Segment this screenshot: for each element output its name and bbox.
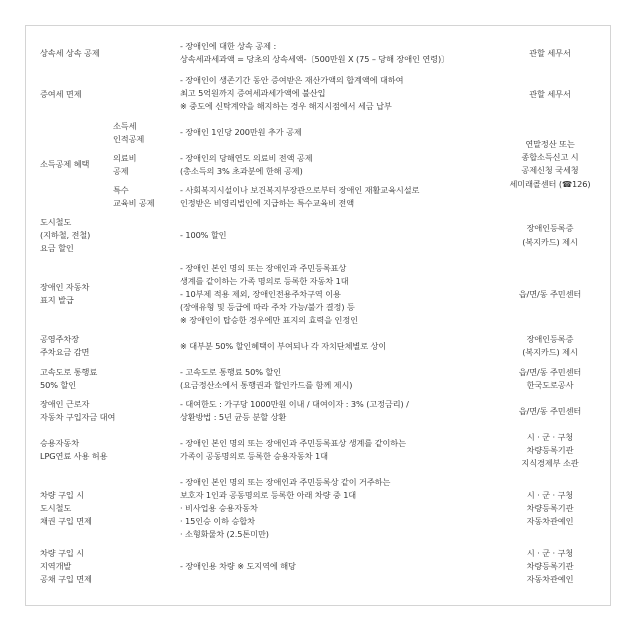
- category-cell: 주차요금 감면: [40, 347, 90, 357]
- description-line: - 사회복지시설이나 보건복지부장관으로부터 장애인 재활교육시설로: [180, 185, 420, 195]
- agency-cell: 한국도로공사: [526, 380, 574, 390]
- agency-cell: 자동차관예인: [526, 516, 574, 526]
- agency-cell: 지식경제부 소관: [521, 458, 579, 468]
- category-cell: 차량 구입 시: [40, 548, 85, 558]
- description-line: 보호자 1인과 공동명의로 등록한 아래 차량 중 1대: [180, 490, 357, 500]
- description-line: - 장애인 본인 명의 또는 장애인과 주민등록상 같이 거주하는: [180, 477, 391, 487]
- description-line: (요금정산소에서 통행권과 할인카드를 함께 제시): [180, 380, 353, 390]
- description-line: - 10부제 적용 제외, 장애인전용주차구역 이용: [180, 289, 341, 299]
- category-cell: 자동차 구입자금 대여: [40, 412, 116, 422]
- description-line: 인정받은 비영리법인에 지급하는 특수교육비 전액: [180, 198, 355, 208]
- subcategory-label: 인적공제: [113, 134, 145, 144]
- category-cell: 승용자동차: [40, 438, 80, 448]
- category-cell: 고속도로 통행료: [40, 367, 98, 377]
- agency-cell: 차량등록기관: [526, 503, 574, 513]
- agency-cell: (복지카드) 제시: [522, 237, 578, 247]
- category-cell: 채권 구입 면제: [40, 516, 92, 526]
- category-cell: 요금 할인: [40, 243, 74, 253]
- description-line: · 비사업용 승용자동차: [180, 503, 258, 513]
- category-cell: 장애인 근로자: [40, 399, 90, 409]
- description-line: · 15인승 이하 승합차: [180, 516, 255, 526]
- agency-cell: 자동차관예인: [526, 574, 574, 584]
- agency-cell: 관할 세무서: [529, 89, 571, 99]
- description-line: 상환방법 : 5년 균등 분할 상환: [180, 412, 287, 422]
- description-line: - 장애인의 당해연도 의료비 전액 공제: [180, 153, 313, 163]
- agency-cell: (복지카드) 제시: [522, 347, 578, 357]
- description-line: ※ 중도에 신탁계약을 해지하는 경우 해지시점에서 세금 납부: [180, 101, 392, 111]
- subcategory-label: 의료비: [113, 153, 137, 163]
- description-line: - 100% 할인: [180, 230, 227, 240]
- description-line: - 장애인 1인당 200만원 추가 공제: [180, 127, 302, 137]
- subcategory-label: 교육비 공제: [113, 198, 155, 208]
- subcategory-label: 공제: [113, 166, 129, 176]
- description-line: 생계를 같이하는 가족 명의로 등록한 자동차 1대: [180, 276, 349, 286]
- category-cell: 증여세 면제: [40, 89, 82, 99]
- category-cell: 차량 구입 시: [40, 490, 85, 500]
- category-cell: 상속세 상속 공제: [40, 48, 100, 58]
- agency-cell: 세미래콜센터 (☎126): [509, 179, 591, 189]
- description-line: 가족이 공동명의로 등록한 승용자동차 1대: [180, 451, 328, 461]
- description-line: - 장애인 본인 명의 또는 장애인과 주민등록표상: [180, 263, 347, 273]
- agency-cell: 공제신청 국세청: [521, 165, 579, 175]
- agency-cell: 시 · 군 · 구청: [526, 432, 574, 442]
- description-line: - 장애인이 생존기간 동안 증여받은 재산가액의 합계액에 대하여: [180, 75, 404, 85]
- subcategory-label: 특수: [113, 185, 129, 195]
- agency-cell: 읍/면/동 주민센터: [518, 406, 582, 416]
- category-cell: 공영주차장: [40, 334, 80, 344]
- description-line: - 대여한도 : 가구당 1000만원 이내 / 대여이자 : 3% (고정금리) /: [180, 399, 409, 409]
- description-line: - 고속도로 통행료 50% 할인: [180, 367, 282, 377]
- category-cell: (지하철, 전철): [40, 230, 91, 240]
- description-line: - 장애인 본인 명의 또는 장애인과 주민등록표상 생계를 같이하는: [180, 438, 406, 448]
- agency-cell: 차량등록기관: [526, 561, 574, 571]
- description-line: - 장애인용 차량 ※ 도지역에 해당: [180, 561, 296, 571]
- category-cell: 도시철도: [40, 503, 72, 513]
- category-cell: 지역개발: [40, 561, 72, 571]
- agency-cell: 시 · 군 · 구청: [526, 490, 574, 500]
- subcategory-label: 소득세: [113, 121, 137, 131]
- agency-cell: 읍/면/동 주민센터: [518, 289, 582, 299]
- description-line: 최고 5억원까지 증여세과세가액에 불산입: [180, 88, 326, 98]
- category-cell: LPG연료 사용 허용: [40, 451, 108, 461]
- description-line: 상속세과세과액 = 당초의 상속세액-〔500만원 X (75 – 당해 장애인 연령)〕: [180, 54, 450, 64]
- category-cell: 50% 할인: [40, 380, 77, 390]
- agency-cell: 장애인등록증: [526, 334, 574, 344]
- category-cell: 소득공제 혜택: [40, 159, 90, 169]
- description-line: ※ 대부분 50% 할인혜택이 부여되나 각 자치단체별로 상이: [180, 341, 387, 351]
- category-cell: 공채 구입 면제: [40, 574, 92, 584]
- agency-cell: 차량등록기관: [526, 445, 574, 455]
- description-line: - 장애인에 대한 상속 공제 :: [180, 41, 277, 51]
- agency-cell: 장애인등록증: [526, 223, 574, 233]
- description-line: (장애유형 및 등급에 따라 주차 가능/불가 결정) 등: [180, 302, 355, 312]
- category-cell: 표지 발급: [40, 295, 74, 305]
- description-line: · 소형화물차 (2.5톤미만): [180, 529, 269, 539]
- category-cell: 장애인 자동차: [40, 282, 90, 292]
- agency-cell: 관할 세무서: [529, 48, 571, 58]
- agency-cell: 연말정산 또는: [525, 139, 575, 149]
- category-cell: 도시철도: [40, 217, 72, 227]
- description-line: ※ 장애인이 탑승한 경우에만 표지의 효력을 인정인: [180, 315, 358, 325]
- agency-cell: 읍/면/동 주민센터: [518, 367, 582, 377]
- agency-cell: 종합소득신고 시: [521, 152, 579, 162]
- agency-cell: 시 · 군 · 구청: [526, 548, 574, 558]
- description-line: (총소득의 3% 초과분에 한해 공제): [180, 166, 303, 176]
